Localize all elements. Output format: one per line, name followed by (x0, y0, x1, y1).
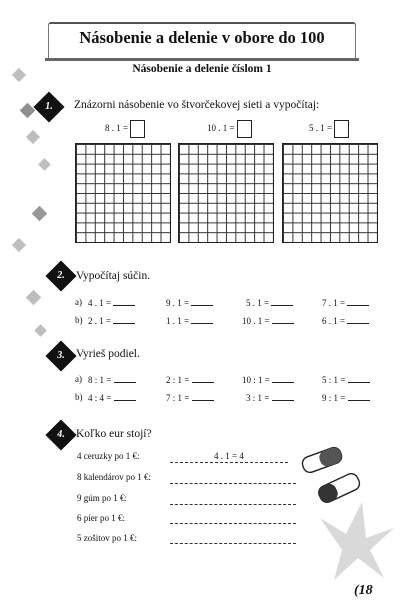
task-number-1: 1. (45, 101, 53, 112)
task2-a-2 (166, 297, 213, 308)
expr: 10 . 1 = (242, 316, 270, 326)
answer-blank[interactable] (191, 315, 213, 324)
expr: 6 . 1 = (322, 316, 346, 326)
task2-a-4 (322, 297, 369, 308)
expr: 5 . 1 = (246, 298, 270, 308)
task1-item-2 (207, 120, 252, 138)
expr: 5 : 1 = (322, 375, 346, 385)
task3-instruction: Vyrieš podiel. (76, 348, 140, 360)
answer-blank[interactable] (114, 374, 136, 383)
answer-line-2[interactable] (170, 483, 296, 484)
expr: 3 : 1 = (246, 393, 270, 403)
task1-expr-2: 10 . 1 = (207, 123, 235, 134)
answer-box-2[interactable] (237, 120, 252, 138)
answer-blank[interactable] (347, 315, 369, 324)
answer-blank[interactable] (192, 374, 214, 383)
task-number-4: 4. (57, 429, 65, 440)
decor-square (32, 206, 48, 222)
task1-instruction: Znázorni násobenie vo štvorčekovej sieti a vypočítaj: (74, 99, 320, 111)
square-grid-3[interactable] (282, 143, 378, 243)
price-item-3: 9 gúm po 1 €: (77, 493, 128, 503)
task3-a-2 (166, 374, 214, 385)
task3-b-2 (166, 392, 214, 403)
answer-blank[interactable] (113, 297, 135, 306)
decor-square (38, 158, 51, 171)
task3-a-3 (242, 374, 294, 385)
answer-blank[interactable] (348, 392, 370, 401)
answer-blank[interactable] (348, 374, 370, 383)
task1-item-3 (309, 120, 349, 138)
decor-square (26, 290, 42, 306)
task1-expr-1: 8 . 1 = (105, 123, 129, 134)
task2-b-2 (166, 315, 213, 326)
task3-b-4 (322, 392, 370, 403)
task1-item-1 (105, 120, 145, 138)
answer-line-1[interactable] (170, 462, 288, 463)
answer-blank[interactable] (272, 315, 294, 324)
page-number (354, 583, 373, 599)
task4-instruction: Koľko eur stojí? (76, 428, 152, 440)
expr: 4 . 1 = (88, 298, 112, 308)
answer-box-3[interactable] (334, 120, 349, 138)
task3-row-b-label: b) (75, 392, 83, 402)
square-grid-1[interactable] (75, 143, 171, 243)
task3-row-a-label: a) (75, 374, 82, 384)
answer-blank[interactable] (114, 392, 136, 401)
price-item-5: 5 zošitov po 1 €: (77, 533, 137, 543)
page-number-value: 18 (358, 583, 373, 598)
expr: 1 . 1 = (166, 316, 190, 326)
page-title: Násobenie a delenie v obore do 100 (79, 28, 325, 47)
answer-blank[interactable] (191, 297, 213, 306)
decor-square (20, 103, 36, 119)
answer-blank[interactable] (271, 297, 293, 306)
page-subtitle: Násobenie a delenie číslom 1 (132, 63, 272, 75)
task3-a-4 (322, 374, 370, 385)
expr: 2 : 1 = (166, 375, 190, 385)
task-number-2: 2. (57, 270, 65, 281)
expr: 9 . 1 = (166, 298, 190, 308)
task3-b-3 (246, 392, 294, 403)
task2-b-3 (242, 315, 294, 326)
answer-line-4[interactable] (170, 523, 296, 524)
task2-b-1 (88, 315, 135, 326)
expr: 7 : 1 = (166, 393, 190, 403)
logo-figure (312, 488, 398, 584)
decor-square (12, 238, 26, 252)
price-item-4: 6 pier po 1 €: (77, 513, 125, 523)
task2-b-4 (322, 315, 369, 326)
expr: 10 : 1 = (242, 375, 270, 385)
expr: 4 : 4 = (88, 393, 112, 403)
answer-blank[interactable] (272, 392, 294, 401)
price-item-2: 8 kalendárov po 1 €: (77, 472, 151, 482)
decor-square (26, 130, 40, 144)
task1-expr-3: 5 . 1 = (309, 123, 333, 134)
task2-a-3 (246, 297, 293, 308)
task2-instruction: Vypočítaj súčin. (76, 270, 151, 282)
expr: 7 . 1 = (322, 298, 346, 308)
task3-b-1 (88, 392, 136, 403)
expr: 9 : 1 = (322, 393, 346, 403)
task2-row-b-label: b) (75, 315, 83, 325)
page-bracket: ( (354, 583, 359, 598)
answer-blank[interactable] (347, 297, 369, 306)
answer-line-3[interactable] (170, 504, 296, 505)
example-answer: 4 . 1 = 4 (214, 451, 244, 461)
task2-a-1 (88, 297, 135, 308)
price-item-1: 4 ceruzky po 1 €: (77, 451, 140, 461)
expr: 2 . 1 = (88, 316, 112, 326)
answer-blank[interactable] (192, 392, 214, 401)
square-grid-2[interactable] (178, 143, 274, 243)
answer-blank[interactable] (272, 374, 294, 383)
task-number-3: 3. (57, 350, 65, 361)
task2-row-a-label: a) (75, 297, 82, 307)
task3-a-1 (88, 374, 136, 385)
decor-square (34, 324, 47, 337)
answer-box-1[interactable] (130, 120, 145, 138)
answer-blank[interactable] (113, 315, 135, 324)
expr: 8 : 1 = (88, 375, 112, 385)
answer-line-5[interactable] (170, 543, 296, 544)
